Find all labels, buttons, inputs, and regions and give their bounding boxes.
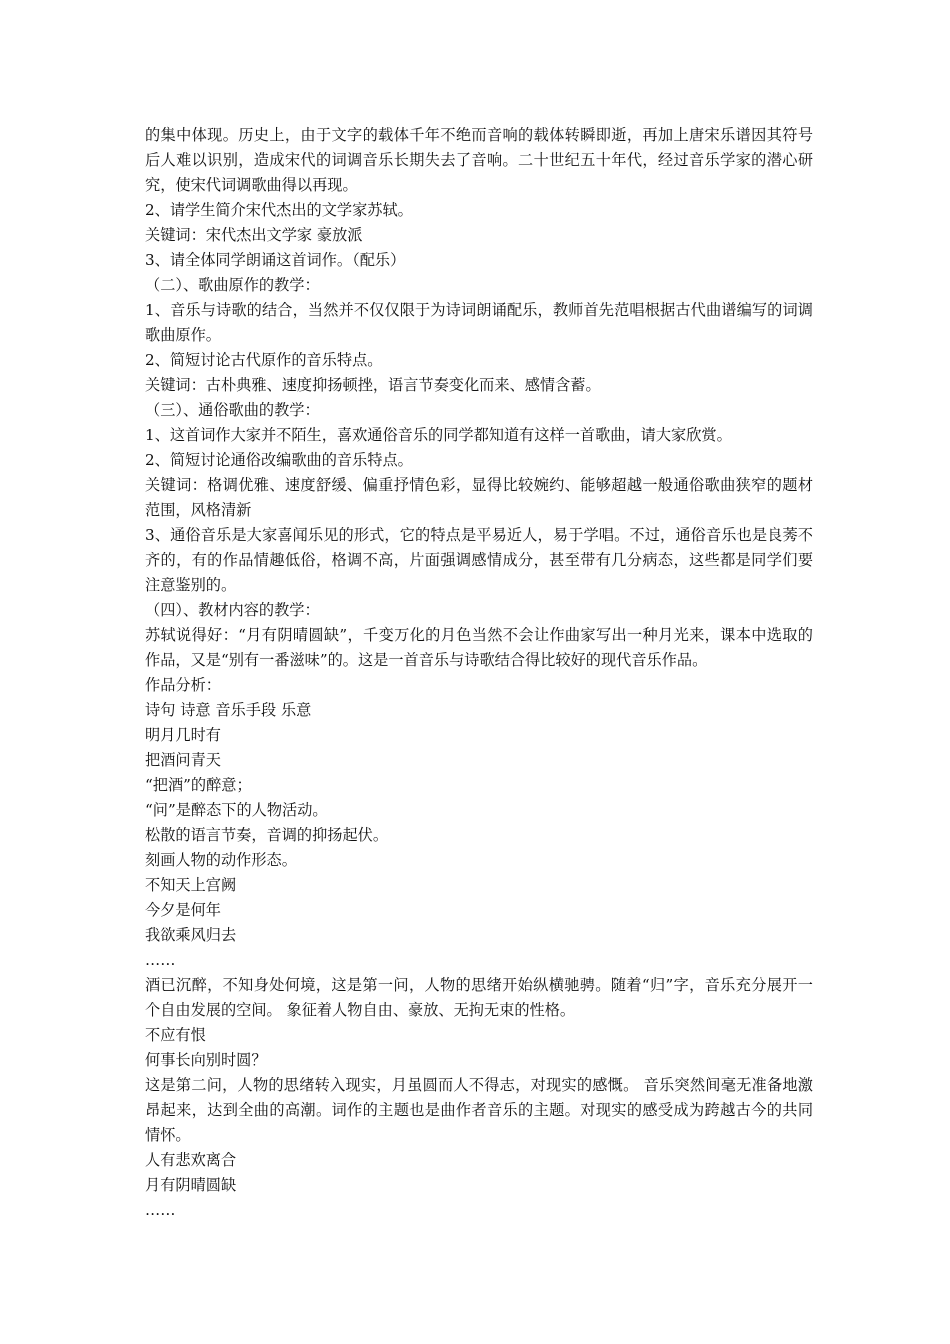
- poem-line: 今夕是何年: [145, 901, 221, 919]
- poem-line: 不知天上宫阙: [145, 876, 237, 894]
- poem-line: 何事长向别时圆？: [145, 1051, 267, 1069]
- ellipsis: ……: [145, 1201, 176, 1219]
- list-item-discuss-original: 2、简短讨论古代原作的音乐特点。: [145, 351, 383, 369]
- analysis-note: 刻画人物的动作形态。: [145, 851, 297, 869]
- keywords-popular-song: 关键词：格调优雅、速度舒缓、偏重抒情色彩，显得比较婉约、能够超越一般通俗歌曲狭窄的题材范围，风格清新: [145, 476, 813, 519]
- keywords-su-shi: 关键词：宋代杰出文学家 豪放派: [145, 226, 363, 244]
- paragraph-song-ci-history: 的集中体现。历史上，由于文字的载体千年不绝而音响的载体转瞬即逝，再加上唐宋乐谱因其符号后人难以识别，造成宋代的词调音乐长期失去了音响。二十世纪五十年代，经过音乐学家的潜心研究，使宋代词调歌曲得以再现。: [145, 126, 813, 194]
- poem-line: 不应有恨: [145, 1026, 206, 1044]
- analysis-note: “把酒”的醉意；: [145, 776, 252, 794]
- poem-line: 我欲乘风归去: [145, 926, 237, 944]
- keywords-original-song: 关键词：古朴典雅、速度抑扬顿挫，语言节奏变化而来、感情含蓄。: [145, 376, 601, 394]
- work-analysis-heading: 作品分析：: [145, 676, 221, 694]
- poem-line: 人有悲欢离合: [145, 1151, 237, 1169]
- poem-line: 月有阴晴圆缺: [145, 1176, 237, 1194]
- list-item-recite-poem: 3、请全体同学朗诵这首词作。（配乐）: [145, 251, 406, 269]
- section-heading-original-song: （二）、歌曲原作的教学：: [145, 276, 320, 294]
- poem-line: 明月几时有: [145, 726, 221, 744]
- list-item-discuss-popular: 2、简短讨论通俗改编歌曲的音乐特点。: [145, 451, 413, 469]
- analysis-column-headers: 诗句 诗意 音乐手段 乐意: [145, 701, 312, 719]
- analysis-paragraph-first-question: 酒已沉醉，不知身处何境，这是第一问，人物的思绪开始纵横驰骋。随着“归”字，音乐充分展开一个自由发展的空间。 象征着人物自由、豪放、无拘无束的性格。: [145, 976, 813, 1019]
- analysis-note: 松散的语言节奏，音调的抑扬起伏。: [145, 826, 388, 844]
- ellipsis: ……: [145, 951, 176, 969]
- list-item-enjoy-popular-song: 1、这首词作大家并不陌生，喜欢通俗音乐的同学都知道有这样一首歌曲，请大家欣赏。: [145, 426, 732, 444]
- paragraph-su-shi-quote: 苏轼说得好：“月有阴晴圆缺”，千变万化的月色当然不会让作曲家写出一种月光来，课本中选取的作品，又是“别有一番滋味”的。这是一首音乐与诗歌结合得比较好的现代音乐作品。: [145, 626, 813, 669]
- analysis-note: “问”是醉态下的人物活动。: [145, 801, 328, 819]
- list-item-teacher-sings-original: 1、音乐与诗歌的结合，当然并不仅仅限于为诗词朗诵配乐，教师首先范唱根据古代曲谱编写的词调歌曲原作。: [145, 301, 813, 344]
- analysis-paragraph-second-question: 这是第二问，人物的思绪转入现实，月虽圆而人不得志，对现实的感慨。 音乐突然间毫无准备地激昂起来，达到全曲的高潮。词作的主题也是曲作者音乐的主题。对现实的感受成为跨越古今的共同情怀。: [145, 1076, 813, 1144]
- section-heading-popular-song: （三）、通俗歌曲的教学：: [145, 401, 320, 419]
- poem-line: 把酒问青天: [145, 751, 221, 769]
- section-heading-textbook-content: （四）、教材内容的教学：: [145, 601, 320, 619]
- list-item-popular-music-note: 3、通俗音乐是大家喜闻乐见的形式，它的特点是平易近人，易于学唱。不过，通俗音乐也是良莠不齐的，有的作品情趣低俗，格调不高，片面强调感情成分，甚至带有几分病态，这些都是同学们要注意鉴别的。: [145, 526, 813, 594]
- list-item-introduce-su-shi: 2、请学生简介宋代杰出的文学家苏轼。: [145, 201, 413, 219]
- document-body: [145, 123, 813, 1223]
